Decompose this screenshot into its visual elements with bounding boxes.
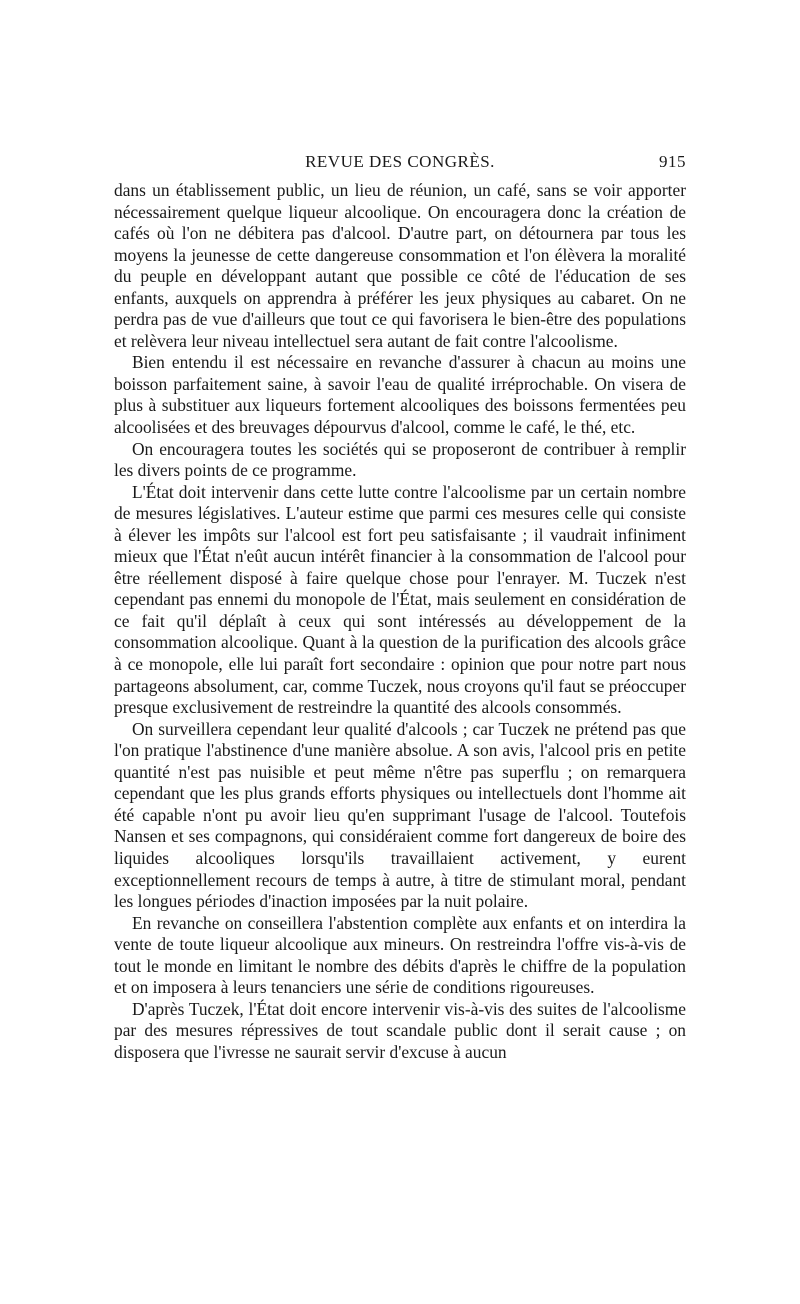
paragraph-6: En revanche on conseillera l'abstention complète aux enfants et on interdira la vente de toute liqueur alcoolique aux mineurs. On restreindra l'offre vis-à-vis de tout le monde en limitant le nombre des débits d'après le chiffre de la population et on imposera à leurs tenanciers une série de conditions rigoureuses. bbox=[114, 912, 686, 998]
running-title: REVUE DES CONGRÈS. bbox=[305, 152, 495, 171]
paragraph-3: On encouragera toutes les sociétés qui se proposeront de contribuer à remplir les divers points de ce programme. bbox=[114, 438, 686, 481]
page-number: 915 bbox=[659, 152, 686, 171]
paragraph-4: L'État doit intervenir dans cette lutte contre l'alcoolisme par un certain nombre de mesures législatives. L'auteur estime que parmi ces mesures celle qui consiste à élever les impôts sur l'alcool est fort peu satisfaisante ; il vaudrait infiniment mieux que l'État n'eût aucun intérêt financier à la consommation de l'alcool pour être réellement disposé à faire quelque chose pour l'enrayer. M. Tuczek n'est cependant pas ennemi du monopole de l'État, mais seulement en considération de ce fait qu'il déplaît à ceux qui sont intéressés au développement de la consommation alcoolique. Quant à la question de la purification des alcools grâce à ce monopole, elle lui paraît fort secondaire : opinion que pour notre part nous partageons absolument, car, comme Tuczek, nous croyons qu'il faut se préoccuper presque exclusivement de restreindre la quantité des alcools consommés. bbox=[114, 481, 686, 718]
paragraph-1: dans un établissement public, un lieu de réunion, un café, sans se voir apporter nécessairement quelque liqueur alcoolique. On encouragera donc la création de cafés où l'on ne débitera pas d'alcool. D'autre part, on détournera par tous les moyens la jeunesse de cette dangereuse consommation et l'on élèvera la moralité du peuple en développant autant que possible ce côté de l'éducation de ses enfants, auxquels on apprendra à préférer les jeux physiques au cabaret. On ne perdra pas de vue d'ailleurs que tout ce qui favorisera le bien-être des populations et relèvera leur niveau intellectuel sera autant de fait contre l'alcoolisme. bbox=[114, 180, 686, 351]
book-page bbox=[114, 152, 686, 1063]
running-header bbox=[114, 152, 686, 180]
paragraph-7: D'après Tuczek, l'État doit encore intervenir vis-à-vis des suites de l'alcoolisme par des mesures répressives de tout scandale public dont il serait cause ; on disposera que l'ivresse ne saurait servir d'excuse à aucun bbox=[114, 998, 686, 1062]
body-text bbox=[114, 180, 686, 1063]
paragraph-5: On surveillera cependant leur qualité d'alcools ; car Tuczek ne prétend pas que l'on pratique l'abstinence d'une manière absolue. A son avis, l'alcool pris en petite quantité n'est pas nuisible et peut même n'être pas superflu ; on remarquera cependant que les plus grands efforts physiques ou intellectuels dont l'homme ait été capable n'ont pu avoir lieu qu'en supprimant l'usage de l'alcool. Toutefois Nansen et ses compagnons, qui considéraient comme fort dangereux de boire des liquides alcooliques lorsqu'ils travaillaient activement, y eurent exceptionnellement recours de temps à autre, à titre de stimulant moral, pendant les longues périodes d'inaction imposées par la nuit polaire. bbox=[114, 718, 686, 912]
paragraph-2: Bien entendu il est nécessaire en revanche d'assurer à chacun au moins une boisson parfaitement saine, à savoir l'eau de qualité irréprochable. On visera de plus à substituer aux liqueurs fortement alcooliques des boissons fermentées peu alcoolisées et des breuvages dépourvus d'alcool, comme le café, le thé, etc. bbox=[114, 352, 686, 438]
